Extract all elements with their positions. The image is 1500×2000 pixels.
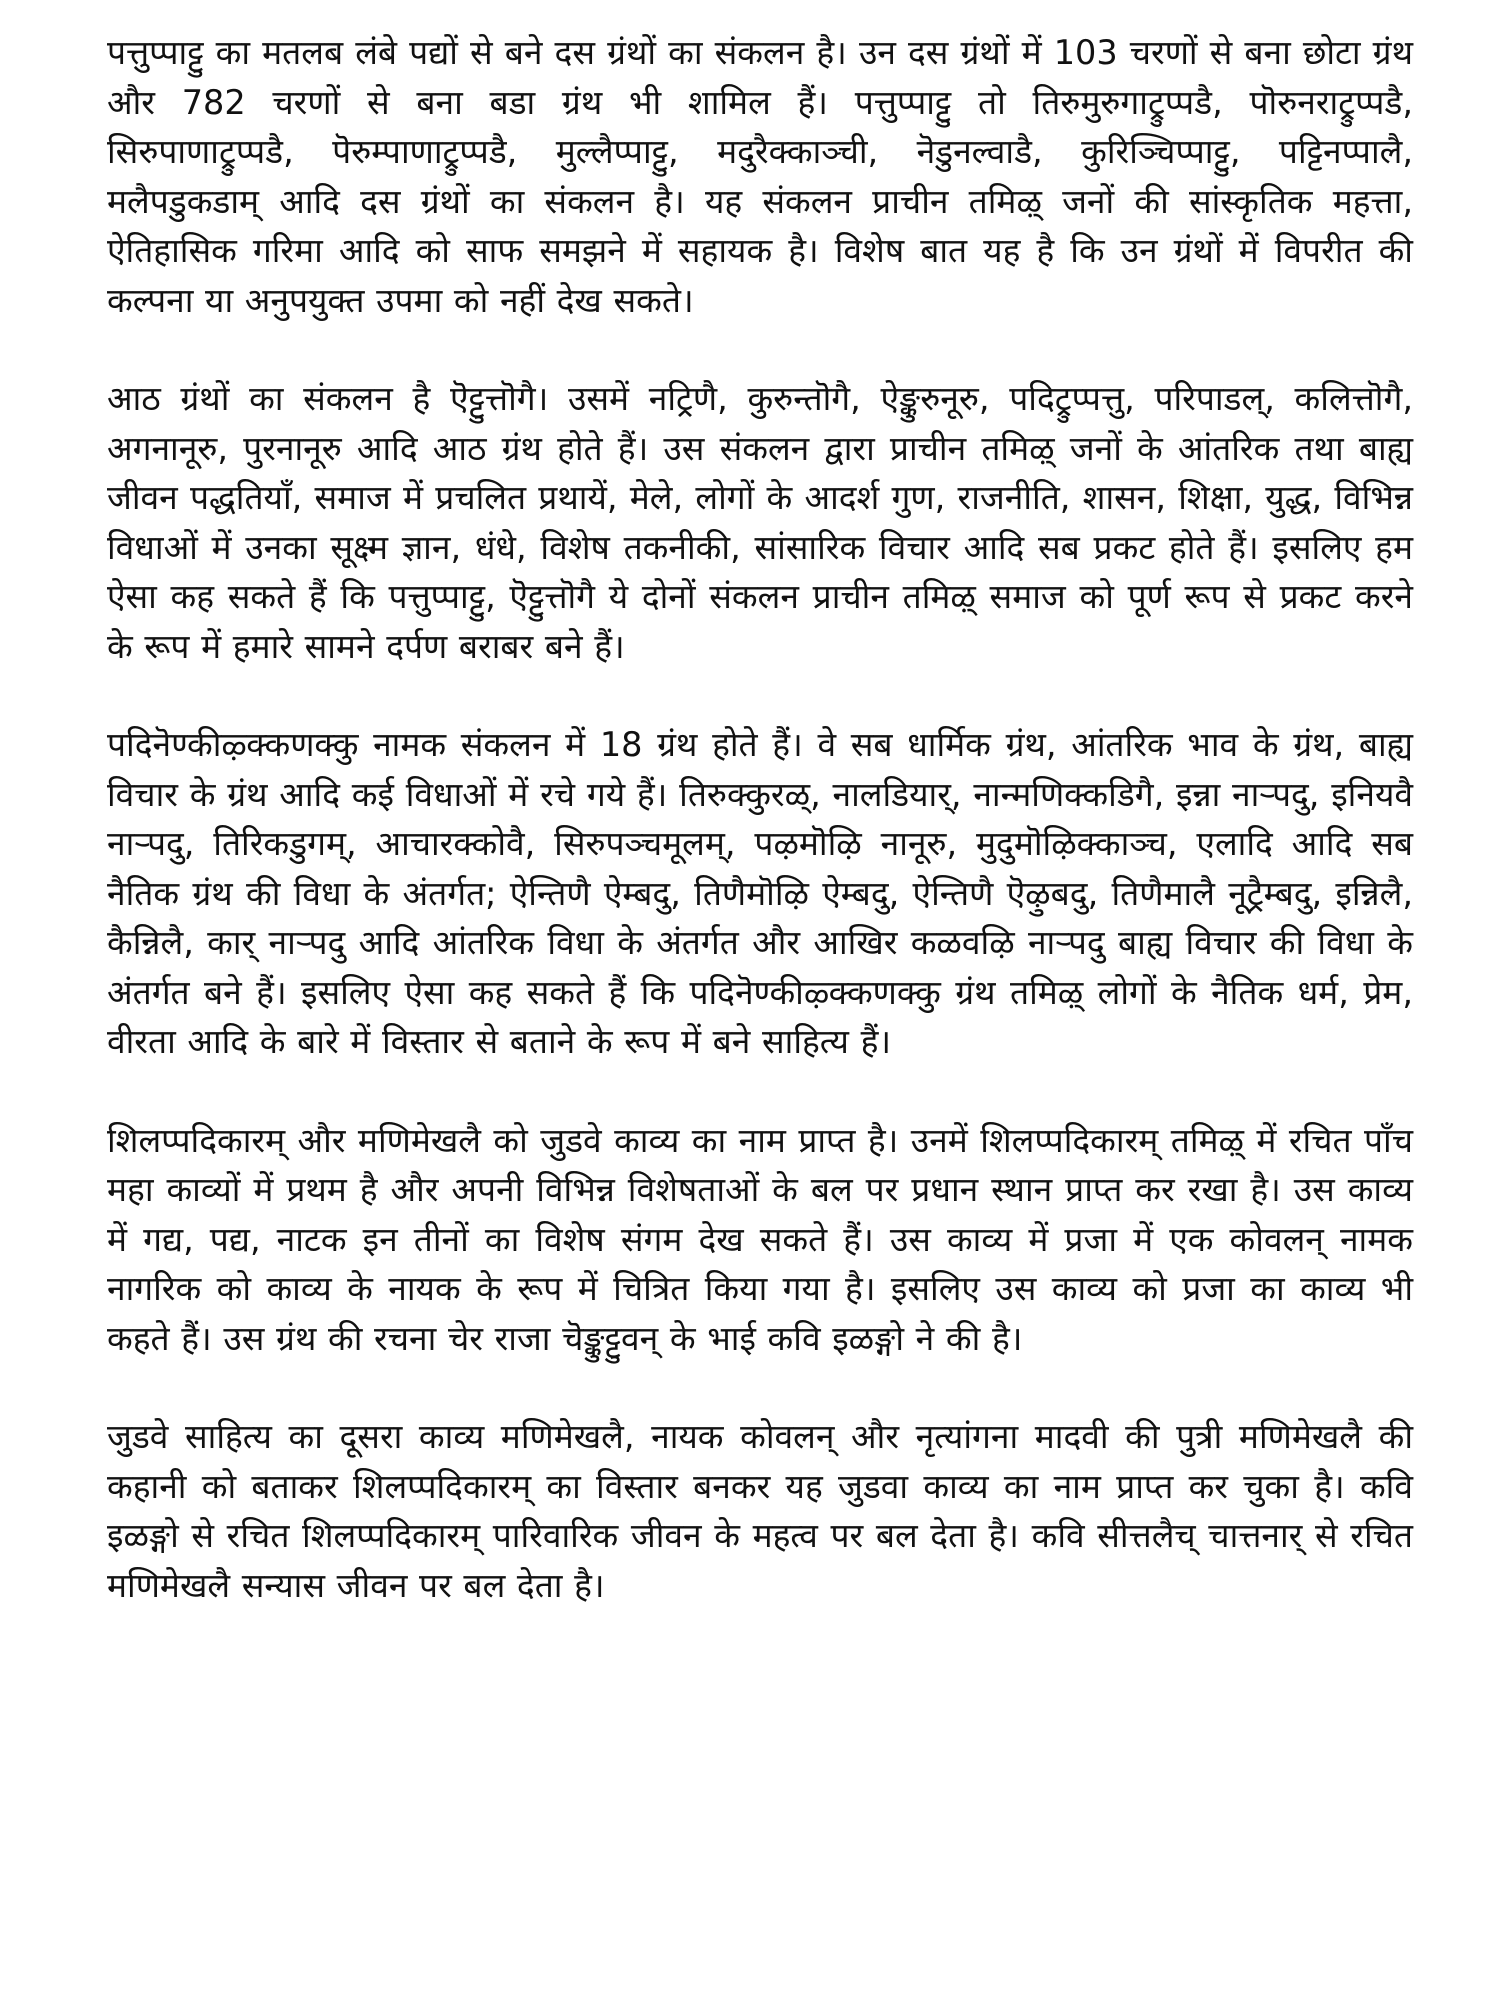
paragraph-manimekalai: जुडवे साहित्य का दूसरा काव्य मणिमेखलै, नायक कोवलन् और नृत्यांगना मादवी की पुत्री मणिमेखलै की कहानी को बताकर शिलप्पदिकारम् का विस्तार बनकर यह जुडवा काव्य का नाम प्राप्त कर चुका है। कवि इळङ्गो से रचित शिलप्पदिकारम् पारिवारिक जीवन के महत्व पर बल देता है। कवि सीत्तलैच् चात्तनार् से रचित मणिमेखलै सन्यास जीवन पर बल देता है। [107,1417,1413,1605]
paragraph-ettuttogai: आठ ग्रंथों का संकलन है ऎट्टुत्तॊगै। उसमें नट्रिणै, कुरुन्तॊगै, ऐङ्कुरुनूरु, पदिट्रुप्पत्तु, परिपाडल्, कलित्तॊगै, अगनानूरु, पुरनानूरु आदि आठ ग्रंथ होते हैं। उस संकलन द्वारा प्राचीन तमिऴ् जनों के आंतरिक तथा बाह्य जीवन पद्धतियाँ, समाज में प्रचलित प्रथायें, मेले, लोगों के आदर्श गुण, राजनीति, शासन, शिक्षा, युद्ध, विभिन्न विधाओं में उनका सूक्ष्म ज्ञान, धंधे, विशेष तकनीकी, सांसारिक विचार आदि सब प्रकट होते हैं। इसलिए हम ऐसा कह सकते हैं कि पत्तुप्पाट्टु, ऎट्टुत्तॊगै ये दोनों संकलन प्राचीन तमिऴ् समाज को पूर्ण रूप से प्रकट करने के रूप में हमारे सामने दर्पण बराबर बने हैं। [107,379,1413,666]
paragraph-silappadikaram: शिलप्पदिकारम् और मणिमेखलै को जुडवे काव्य का नाम प्राप्त है। उनमें शिलप्पदिकारम् तमिऴ् में रचित पाँच महा काव्यों में प्रथम है और अपनी विभिन्न विशेषताओं के बल पर प्रधान स्थान प्राप्त कर रखा है। उस काव्य में गद्य, पद्य, नाटक इन तीनों का विशेष संगम देख सकते हैं। उस काव्य में प्रजा में एक कोवलन् नामक नागरिक को काव्य के नायक के रूप में चित्रित किया गया है। इसलिए उस काव्य को प्रजा का काव्य भी कहते हैं। उस ग्रंथ की रचना चेर राजा चॆङ्कुट्टुवन् के भाई कवि इळङ्गो ने की है। [107,1120,1413,1358]
paragraph-padinenkilkanakku: पदिनॆण्कीऴ्क्कणक्कु नामक संकलन में 18 ग्रंथ होते हैं। वे सब धार्मिक ग्रंथ, आंतरिक भाव के ग्रंथ, बाह्य विचार के ग्रंथ आदि कई विधाओं में रचे गये हैं। तिरुक्कुरळ्, नालडियार्, नान्मणिक्कडिगै, इन्ना नाऱ्पदु, इनियवै नाऱ्पदु, तिरिकडुगम्, आचारक्कोवै, सिरुपञ्चमूलम्, पऴमॊऴि नानूरु, मुदुमॊऴिक्काञ्च, एलादि आदि सब नैतिक ग्रंथ की विधा के अंतर्गत; ऐन्तिणै ऐम्बदु, तिणैमॊऴि ऐम्बदु, ऐन्तिणै ऎऴुबदु, तिणैमालै नूट्रैम्बदु, इन्निलै, कैन्निलै, कार् नाऱ्पदु आदि आंतरिक विधा के अंतर्गत और आखिर कळवऴि नाऱ्पदु बाह्य विचार की विधा के अंतर्गत बने हैं। इसलिए ऐसा कह सकते हैं कि पदिनॆण्कीऴ्क्कणक्कु ग्रंथ तमिऴ् लोगों के नैतिक धर्म, प्रेम, वीरता आदि के बारे में विस्तार से बताने के रूप में बने साहित्य हैं। [107,725,1413,1061]
paragraph-pattuppattu: पत्तुप्पाट्टु का मतलब लंबे पद्यों से बने दस ग्रंथों का संकलन है। उन दस ग्रंथों में 103 चरणों से बना छोटा ग्रंथ और 782 चरणों से बना बडा ग्रंथ भी शामिल हैं। पत्तुप्पाट्टु तो तिरुमुरुगाट्रुप्पडै, पॊरुनराट्रुप्पडै, सिरुपाणाट्रुप्पडै, पॆरुम्पाणाट्रुप्पडै, मुल्लैप्पाट्टु, मदुरैक्काञ्ची, नॆडुनल्वाडै, कुरिञ्चिप्पाट्टु, पट्टिनप्पालै, मलैपडुकडाम् आदि दस ग्रंथों का संकलन है। यह संकलन प्राचीन तमिऴ् जनों की सांस्कृतिक महत्ता, ऐतिहासिक गरिमा आदि को साफ समझने में सहायक है। विशेष बात यह है कि उन ग्रंथों में विपरीत की कल्पना या अनुपयुक्त उपमा को नहीं देख सकते। [107,33,1413,320]
